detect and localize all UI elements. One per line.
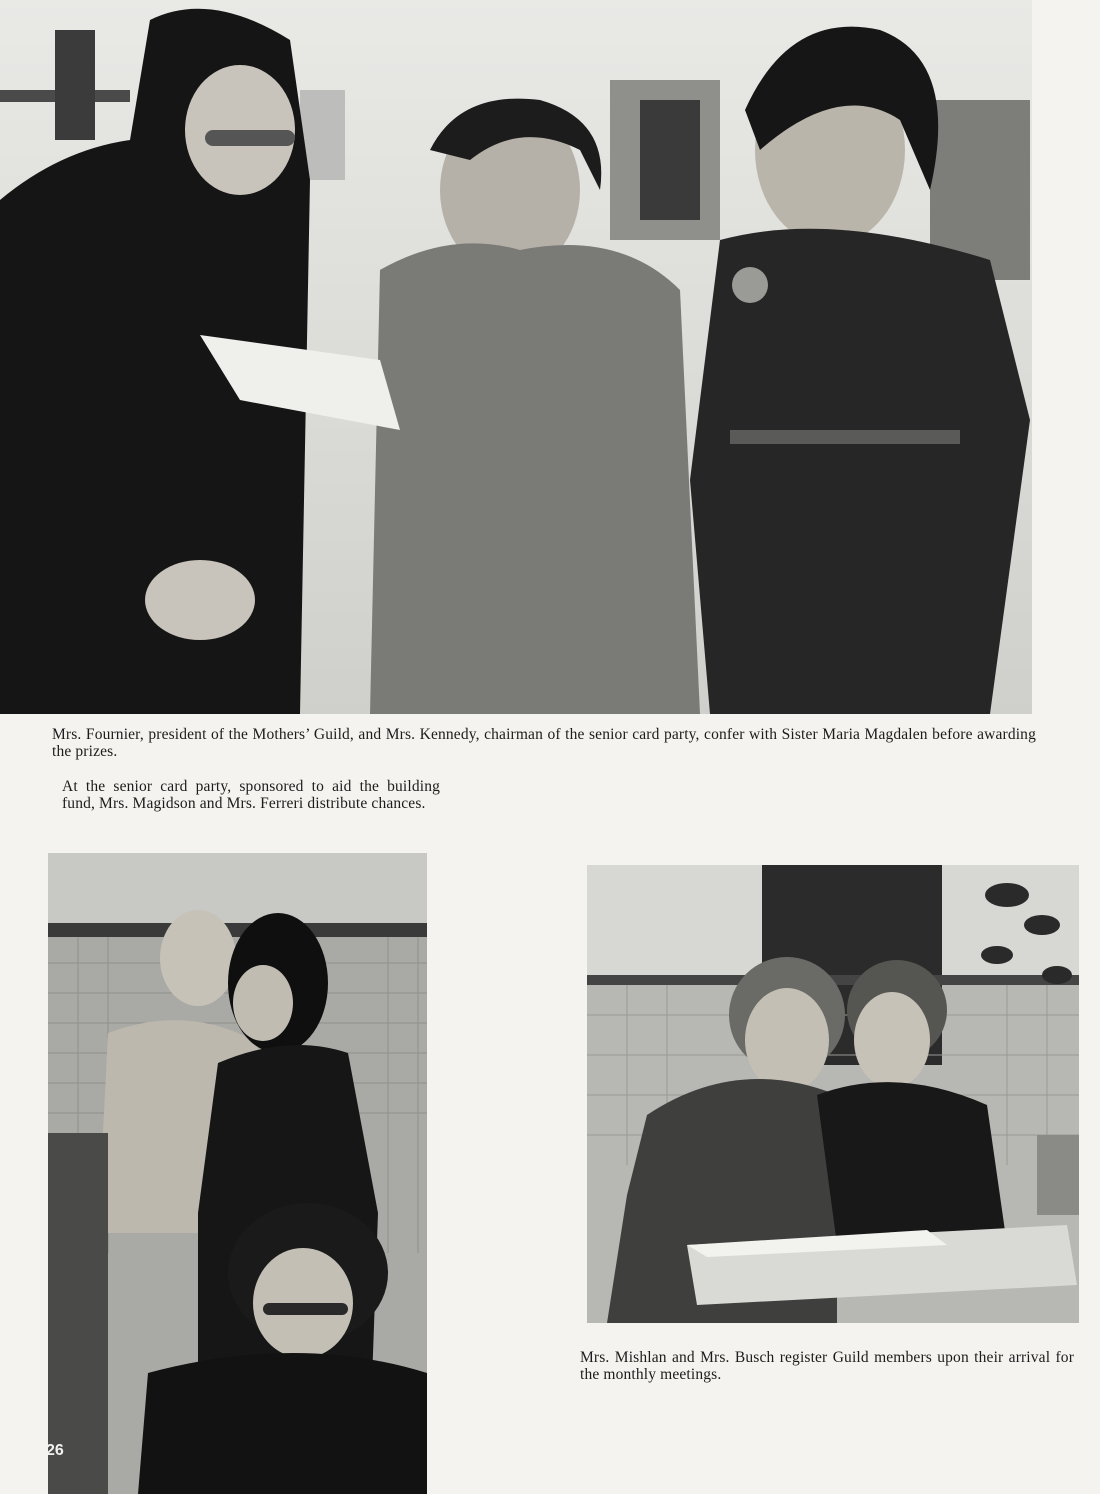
page-number: 26 (46, 1442, 64, 1459)
bottom-left-photo-illustration (48, 853, 427, 1494)
bottom-right-photo-illustration (587, 865, 1079, 1323)
bottom-left-photo-caption: At the senior card party, sponsored to aid the building fund, Mrs. Magidson and Mrs. Ferreri distribute chances. (62, 778, 440, 812)
bottom-left-photo (48, 853, 427, 1494)
bottom-right-photo-caption: Mrs. Mishlan and Mrs. Busch register Guild members upon their arrival for the monthly meetings. (580, 1349, 1074, 1383)
top-photo-illustration (0, 0, 1032, 714)
bottom-right-photo (587, 865, 1079, 1323)
top-photo (0, 0, 1032, 714)
top-photo-caption: Mrs. Fournier, president of the Mothers’ Guild, and Mrs. Kennedy, chairman of the senior card party, confer with Sister Maria Magdalen before awarding the prizes. (52, 726, 1036, 760)
